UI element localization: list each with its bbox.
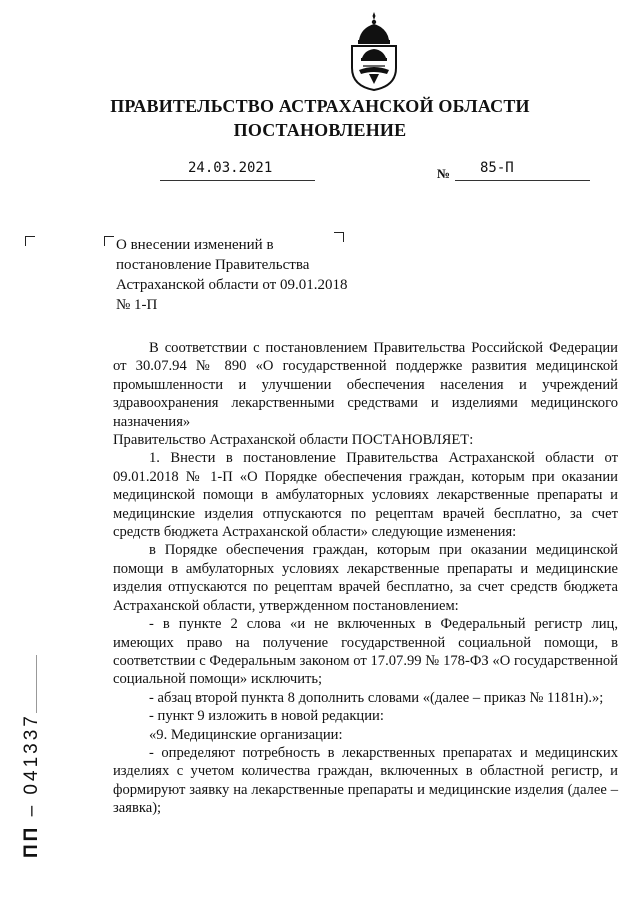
body-paragraph: в Порядке обеспечения граждан, которым при оказании медицинской помощи в амбулаторных условиях лекарственные препараты и медицинские изделия отпускаются по рецептам врачей бесплатно, за счет средств бюджета Астраханской области, утвержденном постановлением:: [113, 542, 618, 614]
serial-prefix: ПП: [21, 824, 42, 858]
coat-of-arms-emblem: [349, 10, 399, 92]
government-title: ПРАВИТЕЛЬСТВО АСТРАХАНСКОЙ ОБЛАСТИ: [110, 96, 530, 116]
resolution-paragraph: Правительство Астраханской области ПОСТАНОВЛЯЕТ:: [113, 432, 474, 449]
document-body: [113, 339, 618, 818]
document-number: 85-П: [480, 160, 514, 176]
margin-corner-mark: [25, 236, 35, 246]
document-date: 24.03.2021: [188, 160, 273, 176]
document-type: ПОСТАНОВЛЕНИЕ: [233, 120, 407, 140]
body-paragraph: «9. Медицинские организации:: [149, 726, 343, 743]
body-paragraph: 1. Внести в постановление Правительства Астраханской области от 09.01.2018 № 1-П «О Порядке обеспечения граждан, которым при оказании медицинской помощи в амбулаторных условиях лекарственные препараты и медицинские изделия отпускаются по рецептам врачей бесплатно, за счет средств бюджета Астраханской области» следующие изменения:: [113, 450, 618, 541]
number-sign: №: [437, 166, 451, 181]
document-subject: О внесении изменений в постановление Правительства Астраханской области от 09.01.2018 № 1-П: [116, 237, 348, 313]
body-paragraph: - определяют потребность в лекарственных препаратах и медицинских изделиях с учетом количества граждан, включенных в областной регистр, и формируют заявку на лекарственные препараты и медицинские изделия (далее – заявка);: [113, 744, 618, 817]
preamble-paragraph: В соответствии с постановлением Правительства Российской Федерации от 30.07.94 № 890 «О государственной поддержке развития медицинской промышленности и улучшении обеспечения населения и учреждений здравоохранения лекарственными средствами и изделиями медицинского назначения»: [113, 340, 618, 430]
number-underline: [455, 180, 590, 181]
subject-corner-mark-left: [104, 236, 114, 246]
margin-line: [36, 655, 37, 713]
side-serial-number: ПП – 041337: [21, 713, 42, 858]
date-underline: [160, 180, 315, 181]
body-paragraph: - в пункте 2 слова «и не включенных в Федеральный регистр лиц, имеющих право на получение государственной социальной помощи, в соответствии с Федеральным законом от 17.07.99 № 178-ФЗ «О государственной социальной помощи» исключить;: [113, 616, 618, 688]
body-paragraph: - пункт 9 изложить в новой редакции:: [149, 708, 384, 725]
serial-digits: 041337: [21, 713, 42, 795]
body-paragraph: - абзац второй пункта 8 дополнить словами «(далее – приказ № 1181н).»;: [149, 689, 604, 706]
